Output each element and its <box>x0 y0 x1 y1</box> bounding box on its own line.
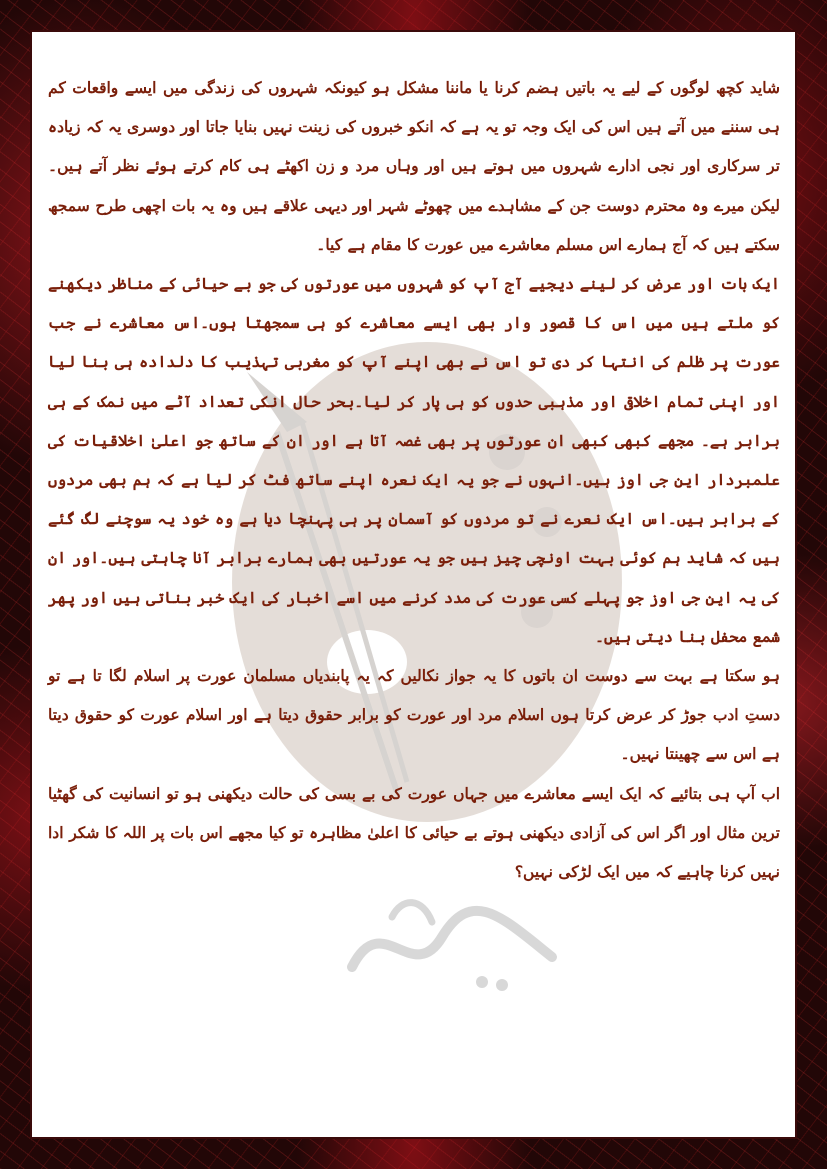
paragraph-3: ہو سکتا ہے بہت سے دوست ان باتوں کا یہ جواز نکالیں کہ یہ پابندیاں مسلمان عورت پر اسلام لگا تا ہے تو دستِ ادب جوڑ کر عرض کرتا ہوں اسلام مرد اور عورت کو برابر حقوق دیتا ہے اور اسلام عورت کو حقوق دیتا ہے اس سے چھینتا نہیں۔ <box>48 666 780 764</box>
signature-watermark-icon <box>332 877 572 1007</box>
paragraph-4: اب آپ ہی بتائیے کہ ایک ایسے معاشرے میں جہاں عورت کی بے بسی کی حالت دیکھنی ہو تو انسانیت کی گھٹیا ترین مثال اور اگر اس کی آزادی دیکھنی ہوتے بے حیائی کا اعلیٰ مظاہرہ تو کیا مجھے اس بات پر اللہ کا شکر ادا نہیں کرنا چاہیے کہ میں ایک لڑکی نہیں؟ <box>48 783 780 882</box>
article-body <box>48 68 780 891</box>
paragraph-2: ایک بات اور عرض کر لینے دیجیے آج آپ کو شہروں میں عورتوں کی جو بے حیائی کے مناظر دیکھنے کو ملتے ہیں میں اس کا قصور وار بھی ایسے معاشرے کو ہی سمجھتا ہوں۔اس معاشرے نے جب عورت پر ظلم کی انتہا کر دی تو اس نے بھی اپنے آپ کو مغربی تہذیب کا دلدادہ ہی بنا لیا اور اپنی تمام اخلاقی اور مذہبی حدوں کو ہی پار کر لیا۔بحر حال انکی تعداد آٹے میں نمک کے ہی برابر ہے۔ مجھے کبھی کبھی ان عورتوں پر بھی غصہ آتا ہے اور ان کے ساتھ جو اعلیٰ اخلاقیات کی علمبردار این جی اوز ہیں۔انہوں نے جو یہ ایک نعرہ اپنے ساتھ فٹ کر لیا ہے کہ ہم بھی مردوں کے برابر ہیں۔اس ایک نعرے نے تو مردوں کو آسمان پر ہی پہنچا دیا ہے وہ خود یہ سوچنے لگ گئے ہیں کہ شاید ہم کوئی بہت اونچی چیز ہیں جو یہ عورتیں بھی ہمارے برابر آنا چاہتی ہیں۔اور ان کی یہ این جی اوز جو پہلے کسی عورت کی مدد کرنے میں اسے اخبار کی ایک خبر بناتی ہیں اور پھر شمع محفل بنا دیتی ہیں۔ <box>48 274 780 646</box>
paragraph-1: شاید کچھ لوگوں کے لیے یہ باتیں ہضم کرنا یا ماننا مشکل ہو کیونکہ شہروں کی زندگی میں ایسے واقعات کم ہی سننے میں آتے ہیں اس کی ایک وجہ تو یہ ہے کہ انکو خبروں کی زینت نہیں بنایا جاتا اور دوسری یہ کہ زیادہ تر سرکاری اور نجی ادارے شہروں میں ہوتے ہیں اور وہاں مرد و زن اکھٹے ہی کام کرتے ہوئے نظر آتے ہیں۔لیکن میرے وہ محترم دوست جن کے مشاہدے میں چھوٹے شہر اور دیہی علاقے ہیں وہ یہ بات اچھی طرح سمجھ سکتے ہیں کہ آج ہمارے اس مسلم معاشرے میں عورت کا مقام ہے کیا۔ <box>48 78 780 254</box>
